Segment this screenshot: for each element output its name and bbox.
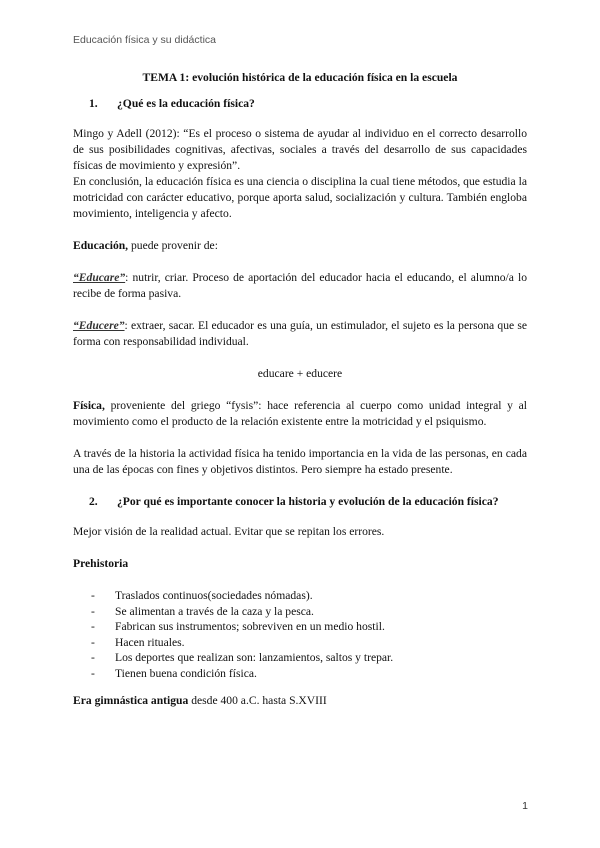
list-item: - Tienen buena condición física. bbox=[91, 666, 527, 682]
history-paragraph: A través de la historia la actividad física ha tenido importancia en la vida de las personas, en cada una de las épocas con fines y objetivos distintos. Pero siempre ha estado presente. bbox=[73, 447, 527, 476]
running-header: Educación física y su didáctica bbox=[73, 34, 216, 46]
section-1-heading bbox=[73, 96, 527, 112]
section-1-number: 1. bbox=[89, 97, 98, 110]
document-title: TEMA 1: evolución histórica de la educación física en la escuela bbox=[142, 71, 458, 84]
educare-term: “Educare” bbox=[73, 271, 126, 284]
page-number: 1 bbox=[522, 800, 528, 812]
definition-paragraph: Mingo y Adell (2012): “Es el proceso o sistema de ayudar al individuo en el correcto desarrollo de sus posibilidades cognitivas, afectivas, sociales a través del desarrollo de sus capacidades físicas de movimiento y expresión”. bbox=[73, 127, 527, 172]
educare-text: : nutrir, criar. Proceso de aportación del educador hacia el educando, el alumno/a lo recibe de forma pasiva. bbox=[73, 271, 527, 300]
list-item: - Se alimentan a través de la caza y la pesca. bbox=[91, 604, 527, 620]
prehistoria-list bbox=[73, 588, 527, 681]
list-item: - Fabrican sus instrumentos; sobreviven en un medio hostil. bbox=[91, 619, 527, 635]
educacion-text: puede provenir de: bbox=[128, 239, 218, 252]
era-text: desde 400 a.C. hasta S.XVIII bbox=[188, 694, 327, 707]
educere-text: : extraer, sacar. El educador es una guía, un estimulador, el sujeto es la persona que se forma con responsabilidad individual. bbox=[73, 319, 527, 348]
list-item: - Traslados continuos(sociedades nómadas). bbox=[91, 588, 527, 604]
formula-line: educare + educere bbox=[257, 367, 343, 380]
section-2-number: 2. bbox=[89, 495, 98, 508]
conclusion-paragraph: En conclusión, la educación física es una ciencia o disciplina la cual tiene métodos, que estudia la motricidad con carácter educativo, porque aporta salud, socialización y cultura. También engloba movimiento, inteligencia y afecto. bbox=[73, 175, 527, 220]
educacion-term: Educación, bbox=[73, 239, 129, 252]
page-content bbox=[73, 70, 527, 709]
educacion-paragraph bbox=[73, 238, 527, 254]
vision-paragraph: Mejor visión de la realidad actual. Evitar que se repitan los errores. bbox=[73, 525, 385, 538]
list-item: - Hacen rituales. bbox=[91, 635, 527, 651]
prehistoria-heading-text: Prehistoria bbox=[73, 557, 129, 570]
era-term: Era gimnástica antigua bbox=[73, 694, 189, 707]
section-2-title: ¿Por qué es importante conocer la historia y evolución de la educación física? bbox=[117, 495, 499, 508]
educare-paragraph bbox=[73, 270, 527, 302]
section-2-heading bbox=[73, 494, 527, 510]
educere-paragraph bbox=[73, 318, 527, 350]
list-item: - Los deportes que realizan son: lanzamientos, saltos y trepar. bbox=[91, 650, 527, 666]
fisica-term: Física, bbox=[73, 399, 105, 412]
educere-term: “Educere” bbox=[73, 319, 125, 332]
fisica-text: proveniente del griego “fysis”: hace referencia al cuerpo como unidad integral y al movimiento como el producto de la relación existente entre la motricidad y el psiquismo. bbox=[73, 399, 527, 428]
prehistoria-heading bbox=[73, 556, 527, 572]
era-paragraph bbox=[73, 693, 527, 709]
section-1-title: ¿Qué es la educación física? bbox=[117, 97, 255, 110]
fisica-paragraph bbox=[73, 398, 527, 430]
